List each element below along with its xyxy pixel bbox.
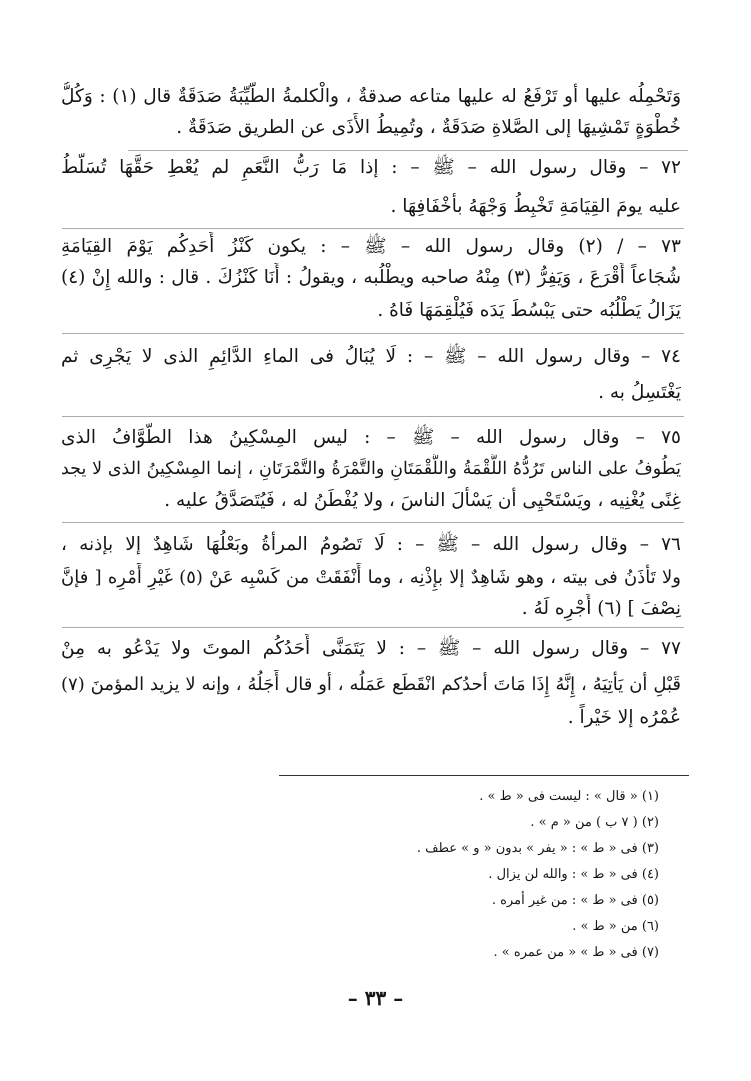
text-line: عُمْرُه إلا خَيْراً .: [567, 707, 681, 728]
hadith-73: ٧٣ – / (٢) وقال رسول الله – ﷺ – : يكون كَنْزُ أَحَدِكُم يَوْمَ القِيَامَةِ: [61, 236, 681, 257]
page-number: – ٣٣ –: [347, 986, 404, 1010]
text-line: خُطْوَةٍ تَمْشِيهَا إلى الصَّلاةِ صَدَقَةٌ ، وتُمِيطُ الأَذَى عن الطريق صَدَقَةٌ .: [176, 117, 681, 138]
footnote: (٤) فى « ط » : والله لن يزال .: [488, 867, 659, 882]
text-line: يَزَالُ يَطْلُبُه حتى يَبْسُطَ يَدَه فَيُلْقِمَهَا فَاهُ .: [377, 300, 681, 321]
text-line: نِصْفَ ] (٦) أَجْرِه لَهُ .: [521, 598, 681, 619]
separator: [62, 522, 684, 523]
footnote: (٧) فى « ط » « من عمره » .: [493, 945, 659, 960]
separator: [62, 333, 684, 334]
hadith-72: ٧٢ – وقال رسول الله – ﷺ – : إذا مَا رَبُّ النَّعَمِ لم يُعْطِ حَقَّهَا تُسَلَّطُ: [61, 157, 681, 178]
hadith-74: ٧٤ – وقال رسول الله – ﷺ – : لَا يُبَالُ فى الماءِ الدَّائِمِ الذى لا يَجْرِى ثم: [61, 346, 681, 367]
text-line: وَتَحْمِلُه عليها أو تَرْفَعُ له عليها متاعه صدقةٌ ، والْكلمةُ الطَّيِّبَةُ صَدَقَةٌ قال (١) : وَكُلُّ: [61, 86, 681, 107]
separator: [128, 150, 688, 151]
text-line: عليه يومَ القِيَامَةِ تَخْبِطُ وَجْهَهُ بأَخْفَافِهَا .: [390, 196, 681, 217]
separator: [62, 416, 684, 417]
text-line: يَغْتَسِلُ به .: [598, 382, 681, 403]
footnote: (٣) فى « ط » : « يفر » بدون « و » عطف .: [416, 841, 659, 856]
hadith-76: ٧٦ – وقال رسول الله – ﷺ – : لَا تَصُومُ المرأةُ وبَعْلُهَا شَاهِدٌ إلا بإذنه ،: [61, 534, 681, 555]
footnote: (١) « قال » : ليست فى « ط » .: [479, 789, 659, 804]
footnote: (٢) ( ٧ ب ) من « م » .: [530, 815, 659, 830]
hadith-75: ٧٥ – وقال رسول الله – ﷺ – : ليس المِسْكِينُ هذا الطَّوَّافُ الذى: [61, 427, 681, 448]
separator: [62, 627, 684, 628]
footnote: (٥) فى « ط » : من غير أمره .: [491, 893, 659, 908]
text-line: ولا تَأْذَنُ فى بيته ، وهو شَاهِدٌ إلا بإِذْنِه ، وما أَنْفَقَتْ من كَسْبِه عَنْ (٥) غَيْرِ أَمْرِه [ فإنَّ: [61, 567, 681, 588]
hadith-77: ٧٧ – وقال رسول الله – ﷺ – : لا يَتَمَنَّى أَحَدُكُم الموتَ ولا يَدْعُو به مِنْ: [61, 638, 681, 659]
footnote: (٦) من « ط » .: [572, 919, 659, 934]
separator: [62, 228, 684, 229]
text-line: غِنًى يُغْنِيه ، ويَسْتَحْيِى أن يَسْأَلَ الناسَ ، ولا يُفْطَنُ له ، فَيُتَصَدَّقُ عليه .: [164, 490, 681, 511]
text-line: يَطُوفُ على الناس تَرُدُّهُ اللُّقْمَةُ واللُّقْمَتَانِ والتَّمْرَةُ والتَّمْرَتَانِ ، إنما المِسْكِينُ الذى لا يجد: [61, 459, 681, 479]
text-line: قَبْلِ أن يَأْتِيَهُ ، إِنَّهُ إِذَا مَاتَ أحدُكم انْقَطَع عَمَلُه ، أو قال أَجَلُهُ ، وإنه لا يزيد المؤمنَ (٧): [61, 674, 681, 695]
text-line: شُجَاعاً أَقْرَعَ ، وَيَفِرُّ (٣) مِنْهُ صاحبه ويطْلُبه ، ويقولُ : أَنَا كَنْزُكَ . قال : والله إِنْ (٤): [61, 267, 681, 288]
footnote-rule: [279, 775, 689, 776]
